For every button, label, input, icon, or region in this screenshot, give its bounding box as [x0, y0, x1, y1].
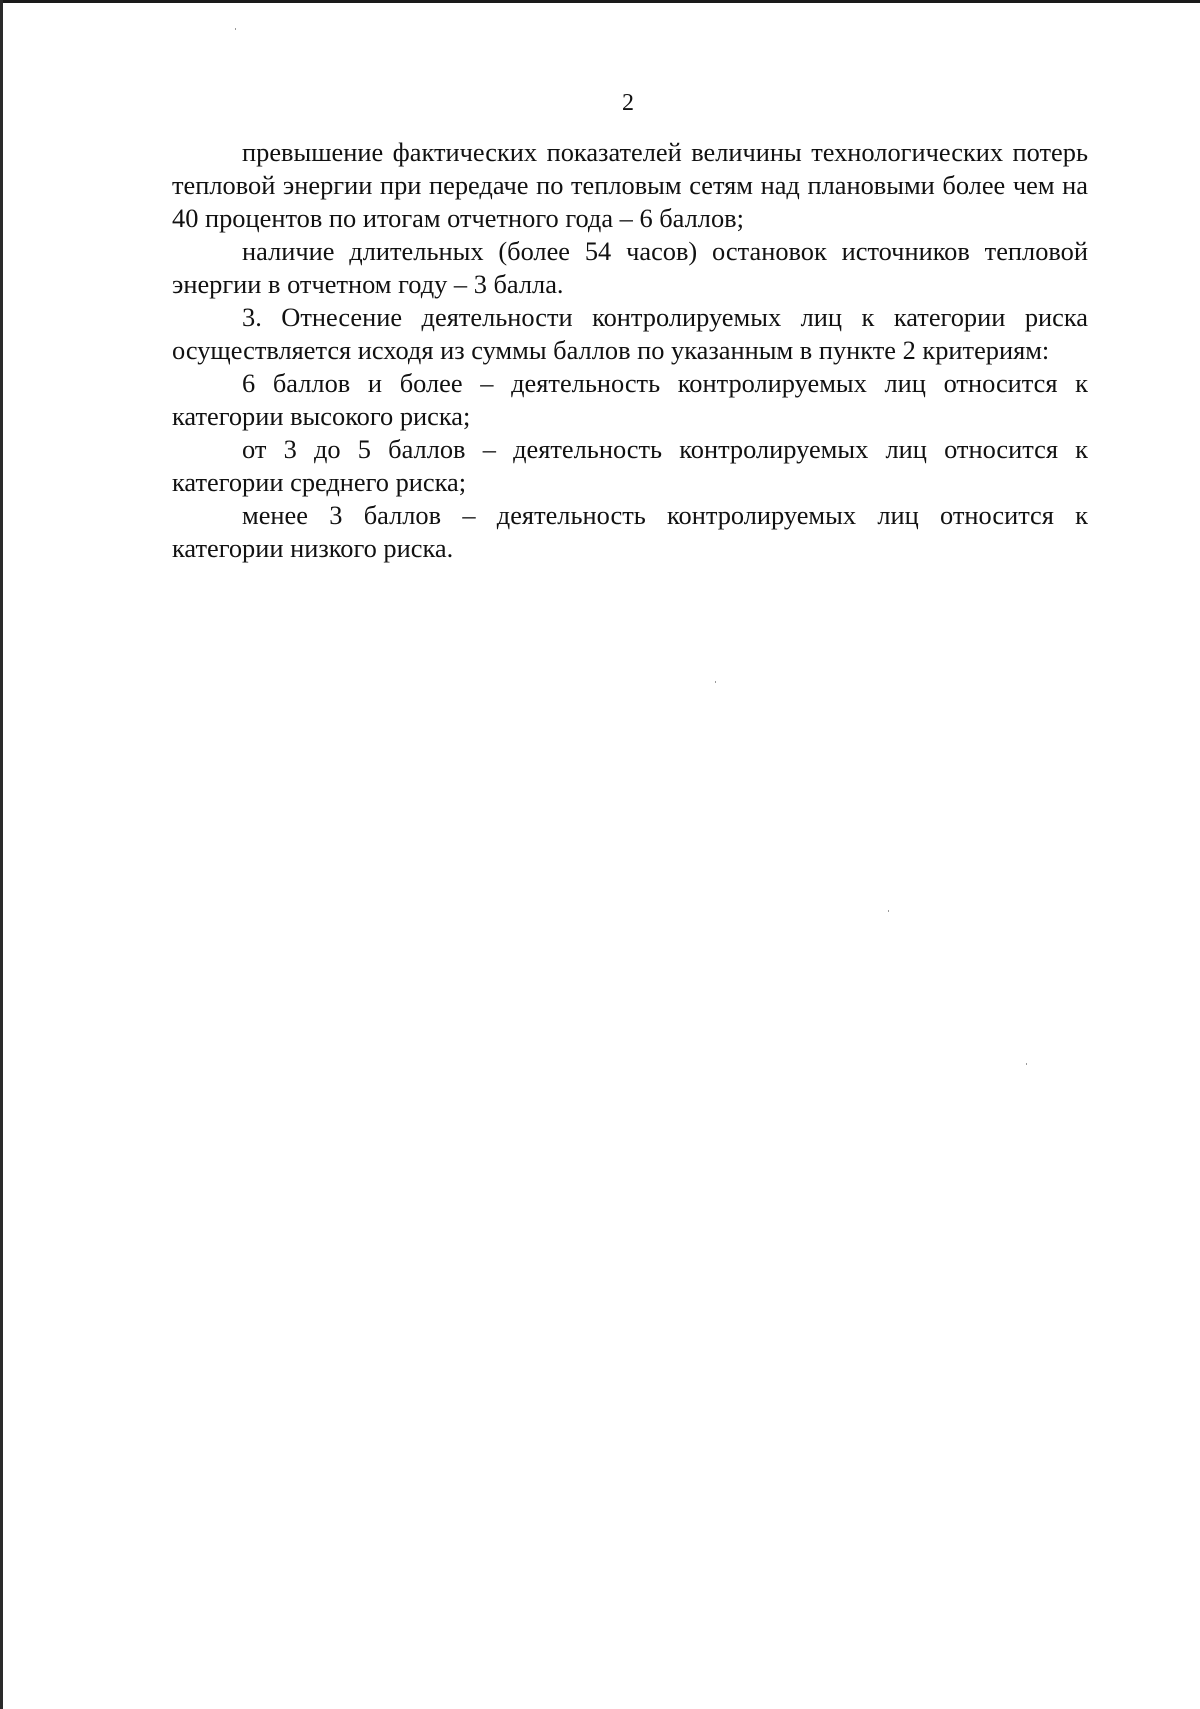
- scan-speck: [1026, 1063, 1027, 1065]
- document-body: [172, 136, 1088, 565]
- paragraph-high-risk: 6 баллов и более – деятельность контролируемых лиц относится к категории высокого риска;: [172, 368, 1088, 431]
- page-number: 2: [622, 90, 634, 116]
- scan-edge-left: [0, 0, 3, 1709]
- paragraph-medium-risk: от 3 до 5 баллов – деятельность контролируемых лиц относится к категории среднего риска;: [172, 434, 1088, 497]
- paragraph-risk-assignment-rule: 3. Отнесение деятельности контролируемых лиц к категории риска осуществляется исходя из суммы баллов по указанным в пункте 2 критериям:: [172, 302, 1088, 365]
- scan-speck: [235, 28, 236, 30]
- paragraph-source-stoppage-criterion: наличие длительных (более 54 часов) остановок источников тепловой энергии в отчетном году – 3 балла.: [172, 236, 1088, 299]
- paragraph-heat-loss-criterion: превышение фактических показателей величины технологических потерь тепловой энергии при передаче по тепловым сетям над плановыми более чем на 40 процентов по итогам отчетного года – 6 баллов;: [172, 137, 1088, 233]
- scan-edge-top: [0, 0, 1200, 3]
- scan-speck: [715, 681, 716, 683]
- scan-speck: [888, 910, 889, 912]
- paragraph-low-risk: менее 3 баллов – деятельность контролируемых лиц относится к категории низкого риска.: [172, 500, 1088, 563]
